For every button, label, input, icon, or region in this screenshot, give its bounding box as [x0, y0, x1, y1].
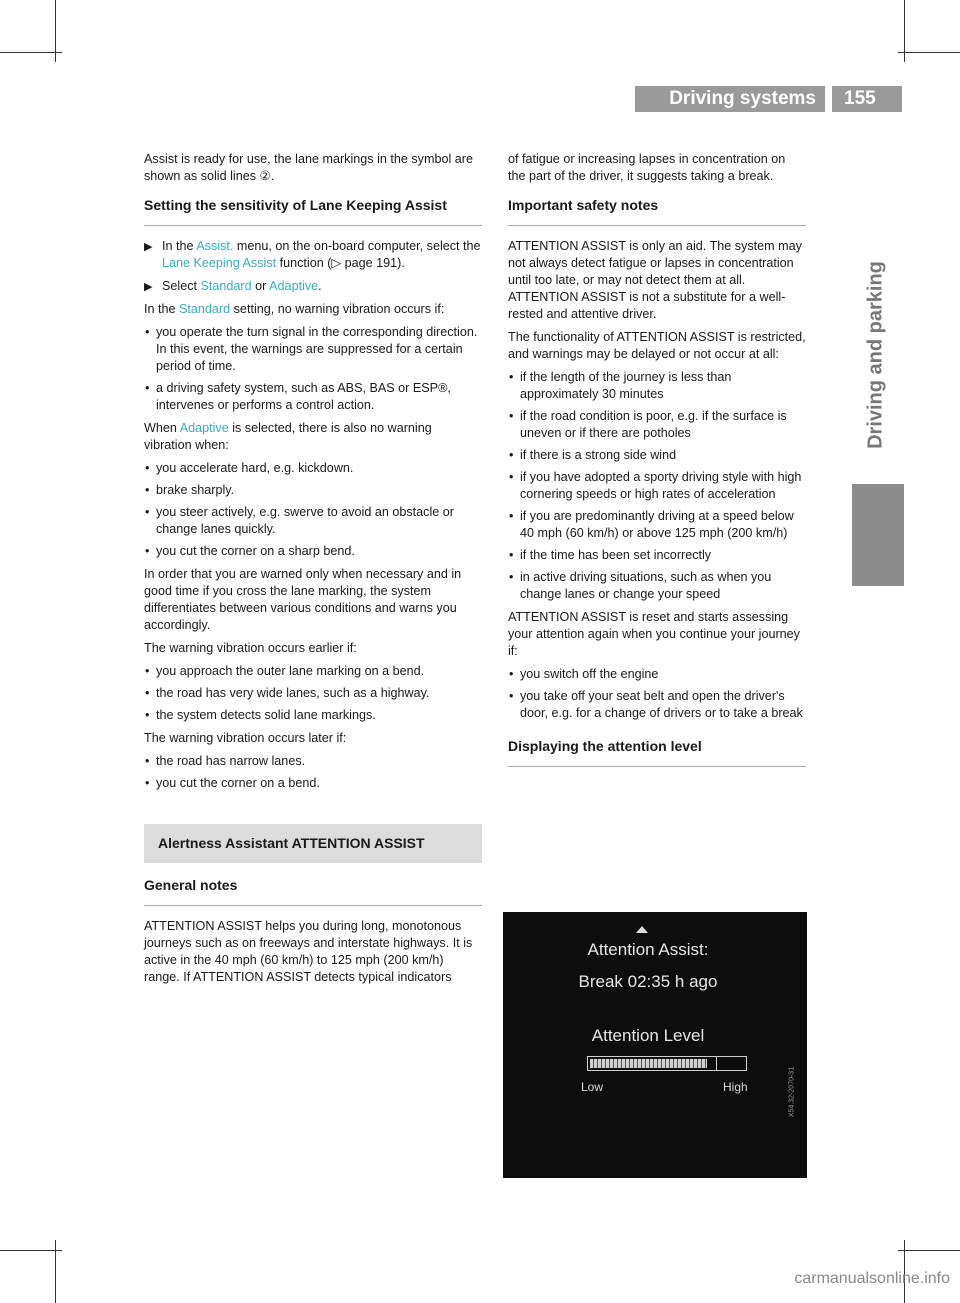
list-item: • if you have adopted a sporty driving style with high cornering speeds or high rates of acceleration — [508, 469, 806, 503]
list-item: • in active driving situations, such as when you change lanes or change your speed — [508, 569, 806, 603]
crop-mark — [898, 52, 960, 53]
adaptive-list — [144, 460, 482, 560]
order-paragraph: In order that you are warned only when necessary and in good time if you cross the lane marking, the system differentiates between various conditions and warns you accordingly. — [144, 567, 462, 632]
side-tab-label: Driving and parking — [864, 261, 887, 449]
list-item: • the system detects solid lane markings. — [144, 707, 482, 724]
page-header-title: Driving systems — [669, 88, 816, 109]
instruction-step: ▶ In the Assist. menu, on the on-board computer, select the Lane Keeping Assist function (▷ page 191). — [144, 239, 481, 270]
reset-paragraph: ATTENTION ASSIST is reset and starts assessing your attention again when you continue your journey if: — [508, 610, 800, 658]
scale-low-label: Low — [581, 1080, 604, 1094]
heading-safety-notes: Important safety notes — [508, 195, 806, 226]
list-item: • you switch off the engine — [508, 666, 806, 683]
scale-high-label: High — [723, 1080, 748, 1094]
page-number: 155 — [832, 86, 902, 112]
list-item: • the road has narrow lanes. — [144, 753, 482, 770]
left-column — [144, 151, 482, 992]
list-item: • you take off your seat belt and open the driver's door, e.g. for a change of drivers or to take a break — [508, 688, 806, 722]
safety-paragraph: The functionality of ATTENTION ASSIST is restricted, and warnings may be delayed or not occur at all: — [508, 330, 806, 361]
list-item: • the road has very wide lanes, such as a highway. — [144, 685, 482, 702]
list-item: • if the road condition is poor, e.g. if the surface is uneven or if there are potholes — [508, 408, 806, 442]
intro-paragraph: Assist is ready for use, the lane markings in the symbol are shown as solid lines ②. — [144, 152, 473, 183]
section-title-box: Alertness Assistant ATTENTION ASSIST — [144, 824, 482, 863]
crop-mark — [0, 52, 62, 53]
heading-displaying-attention: Displaying the attention level — [508, 736, 806, 767]
display-break-time: Break 02:35 h ago — [578, 972, 718, 991]
side-tab — [850, 250, 902, 460]
safety-list — [508, 369, 806, 603]
list-item: • you operate the turn signal in the corresponding direction. In this event, the warnings are suppressed for a certain period of time. — [144, 324, 482, 375]
list-item: • brake sharply. — [144, 482, 482, 499]
list-item: • if there is a strong side wind — [508, 447, 806, 464]
heading-general-notes: General notes — [144, 875, 482, 906]
standard-paragraph: In the Standard setting, no warning vibration occurs if: — [144, 302, 445, 316]
instruction-step: ▶ Select Standard or Adaptive. — [144, 278, 482, 295]
list-item: • you accelerate hard, e.g. kickdown. — [144, 460, 482, 477]
heading-sensitivity: Setting the sensitivity of Lane Keeping Assist — [144, 195, 482, 226]
header-separator — [827, 86, 830, 112]
scroll-up-arrow-icon — [636, 926, 648, 933]
list-item: • if the length of the journey is less than approximately 30 minutes — [508, 369, 806, 403]
list-item: • you steer actively, e.g. swerve to avoid an obstacle or change lanes quickly. — [144, 504, 482, 538]
option-standard: Standard — [200, 279, 252, 293]
watermark: carmanualsonline.info — [794, 1270, 950, 1287]
safety-paragraph: ATTENTION ASSIST is only an aid. The system may not always detect fatigue or lapses in concentration until too late, or may not detect them at all. ATTENTION ASSIST is not a substitute for a well-rested and attentive driver. — [508, 239, 802, 321]
later-list — [144, 753, 482, 792]
crop-mark — [898, 1250, 960, 1251]
list-item: • a driving safety system, such as ABS, BAS or ESP®, intervenes or performs a control action. — [144, 380, 482, 414]
list-item: • you cut the corner on a bend. — [144, 775, 482, 792]
later-paragraph: The warning vibration occurs later if: — [144, 731, 347, 745]
general-paragraph: ATTENTION ASSIST helps you during long, monotonous journeys such as on freeways and interstate highways. It is active in the 40 mph (60 km/h) to 125 mph (200 km/h) range. If ATTENTION ASSIST detects typical indicators — [144, 919, 473, 984]
step-arrow-icon: ▶ — [144, 281, 153, 293]
earlier-paragraph: The warning vibration occurs earlier if: — [144, 641, 357, 655]
option-adaptive: Adaptive — [269, 279, 319, 293]
continued-paragraph: of fatigue or increasing lapses in concentration on the part of the driver, it suggests taking a break. — [508, 152, 786, 183]
earlier-list — [144, 663, 482, 724]
reset-list — [508, 666, 806, 722]
attention-level-display — [503, 912, 807, 1178]
list-item: • if the time has been set incorrectly — [508, 547, 806, 564]
menu-name: Assist. — [196, 239, 234, 253]
list-item: • you approach the outer lane marking on a bend. — [144, 663, 482, 680]
figure-code: X54.32-2070-31 — [788, 1066, 796, 1118]
right-column — [508, 151, 806, 779]
list-item: • you cut the corner on a sharp bend. — [144, 543, 482, 560]
standard-list — [144, 324, 482, 414]
display-title: Attention Assist: — [587, 940, 709, 959]
attention-level-marker — [716, 1057, 717, 1070]
attention-level-bar — [587, 1056, 747, 1071]
adaptive-paragraph: When Adaptive is selected, there is also no warning vibration when: — [144, 421, 432, 452]
attention-level-fill — [590, 1059, 707, 1068]
step-arrow-icon: ▶ — [144, 241, 153, 253]
side-tab-block — [852, 484, 904, 586]
function-name: Lane Keeping Assist — [162, 256, 277, 270]
list-item: • if you are predominantly driving at a speed below 40 mph (60 km/h) or above 125 mph (200 km/h) — [508, 508, 806, 542]
display-attention-level-label: Attention Level — [591, 1026, 705, 1045]
crop-mark — [0, 1250, 62, 1251]
